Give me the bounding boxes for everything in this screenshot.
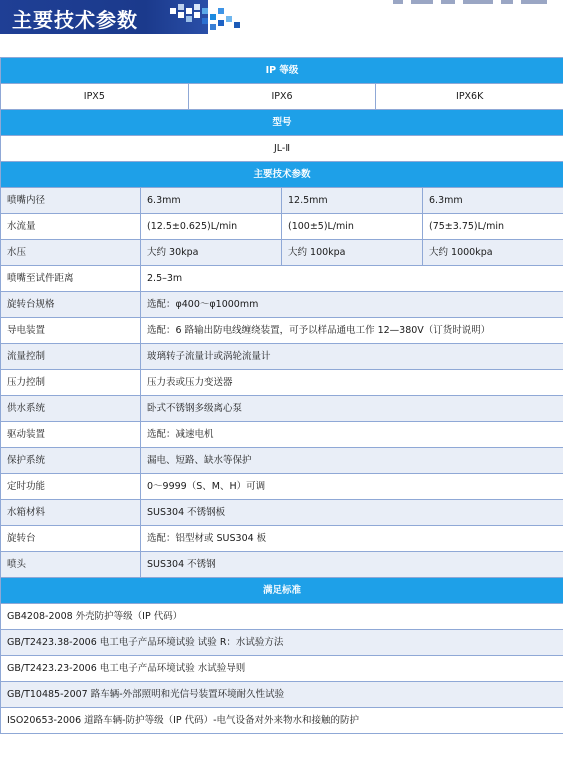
ip-grade-ipx5: IPX5 <box>1 84 189 109</box>
param-label: 导电装置 <box>1 318 141 344</box>
param-value: 大约 100kpa <box>282 240 423 266</box>
param-value: (75±3.75)L/min <box>423 214 563 240</box>
ip-grade-ipx6: IPX6 <box>189 84 377 109</box>
param-value: 压力表或压力变送器 <box>141 370 563 396</box>
standard-item: GB/T10485-2007 路车辆-外部照明和光信号装置环境耐久性试验 <box>1 682 563 708</box>
ip-grade-ipx6k: IPX6K <box>456 91 484 102</box>
table-row <box>1 474 563 500</box>
table-row <box>1 396 563 422</box>
model-value: JL-Ⅱ <box>1 136 563 162</box>
param-label: 水压 <box>1 240 141 266</box>
table-row <box>1 266 563 292</box>
param-label: 水箱材料 <box>1 500 141 526</box>
param-label: 喷头 <box>1 552 141 578</box>
param-label: 流量控制 <box>1 344 141 370</box>
table-row <box>1 500 563 526</box>
param-label: 压力控制 <box>1 370 141 396</box>
ip-row <box>1 84 563 110</box>
param-label: 驱动装置 <box>1 422 141 448</box>
table-row <box>1 552 563 578</box>
spec-table-wrapper <box>0 57 563 734</box>
table-row <box>1 214 563 240</box>
table-row <box>1 318 563 344</box>
standard-item: ISO20653-2006 道路车辆-防护等级（IP 代码）-电气设备对外来物水和接触的防护 <box>1 708 563 734</box>
standards-heading: 满足标准 <box>1 578 563 604</box>
param-value: (12.5±0.625)L/min <box>141 214 282 240</box>
table-row <box>1 422 563 448</box>
param-value: 12.5mm <box>282 188 423 214</box>
pixel-decoration <box>170 4 250 34</box>
param-value: 大约 30kpa <box>141 240 282 266</box>
table-row <box>1 292 563 318</box>
param-value: 大约 1000kpa <box>423 240 563 266</box>
param-value: 6.3mm <box>141 188 282 214</box>
param-value: 漏电、短路、缺水等保护 <box>141 448 563 474</box>
param-label: 喷嘴至试件距离 <box>1 266 141 292</box>
table-row <box>1 526 563 552</box>
table-row <box>1 240 563 266</box>
params-heading: 主要技术参数 <box>1 162 563 188</box>
param-value: 2.5–3m <box>141 266 563 292</box>
param-value: 6.3mm <box>423 188 563 214</box>
standard-item: GB4208-2008 外壳防护等级（IP 代码） <box>1 604 563 630</box>
param-label: 旋转台规格 <box>1 292 141 318</box>
spec-table <box>0 57 563 734</box>
param-value: 选配：减速电机 <box>141 422 563 448</box>
page-title: 主要技术参数 <box>12 8 138 32</box>
param-label: 供水系统 <box>1 396 141 422</box>
param-value: 卧式不锈钢多级离心泵 <box>141 396 563 422</box>
table-row <box>1 188 563 214</box>
model-heading: 型号 <box>1 110 563 136</box>
param-label: 旋转台 <box>1 526 141 552</box>
table-row <box>1 344 563 370</box>
standard-item: GB/T2423.23-2006 电工电子产品环境试验 水试验导则 <box>1 656 563 682</box>
param-value: SUS304 不锈钢板 <box>141 500 563 526</box>
param-value: 选配：φ400～φ1000mm <box>141 292 563 318</box>
param-label: 水流量 <box>1 214 141 240</box>
table-row <box>1 370 563 396</box>
table-row <box>1 448 563 474</box>
top-edge-decoration <box>383 0 563 6</box>
param-value: (100±5)L/min <box>282 214 423 240</box>
param-value: 选配：6 路输出防电线缠绕装置，可予以样品通电工作 12—380V（订货时说明） <box>141 318 563 344</box>
param-label: 定时功能 <box>1 474 141 500</box>
param-value: 0～9999（S、M、H）可调 <box>141 474 563 500</box>
param-value: 选配：铝型材或 SUS304 板 <box>141 526 563 552</box>
param-label: 保护系统 <box>1 448 141 474</box>
param-value: 玻璃转子流量计或涡轮流量计 <box>141 344 563 370</box>
standard-item: GB/T2423.38-2006 电工电子产品环境试验 试验 R：水试验方法 <box>1 630 563 656</box>
param-value: SUS304 不锈钢 <box>141 552 563 578</box>
ip-heading: IP 等级 <box>1 58 563 84</box>
param-label: 喷嘴内径 <box>1 188 141 214</box>
